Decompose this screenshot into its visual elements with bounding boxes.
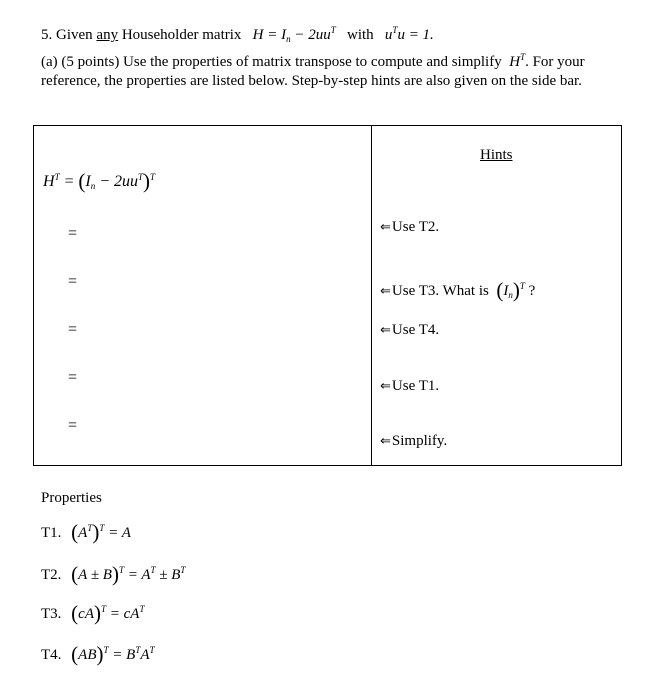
equals-sign-3: = xyxy=(68,321,78,338)
table-divider xyxy=(371,126,372,465)
question-with: with xyxy=(347,27,374,43)
part-a-text-2: . For your reference, the properties are listed below. Step-by-step hints are also given on the side bar. xyxy=(41,54,585,89)
equals-sign-5: = xyxy=(68,417,78,434)
property-t4: T4. $(AB)^T = B^TA^T$ xyxy=(41,642,155,666)
identity-transpose: $(I_n)^T$ xyxy=(496,278,525,302)
hint-1: ⇐Use T2. xyxy=(380,219,440,235)
question-any: any xyxy=(96,27,119,43)
part-a-instructions xyxy=(41,53,611,91)
left-arrow-icon: ⇐ xyxy=(380,379,391,394)
left-arrow-icon: ⇐ xyxy=(380,220,391,235)
question-householder: Householder matrix xyxy=(121,27,242,43)
question-number: 5. xyxy=(41,27,53,43)
unit-vector-condition: $u^Tu = 1$. xyxy=(384,25,434,43)
hint-3: ⇐Use T4. xyxy=(380,322,440,338)
householder-definition: $H = I_n - 2uu^T$ xyxy=(252,25,336,44)
equals-sign-1: = xyxy=(68,225,78,242)
hint-2: ⇐Use T3. What is $(I_n)^T$ ? xyxy=(380,278,536,302)
question-line xyxy=(41,27,434,44)
left-arrow-icon: ⇐ xyxy=(380,284,391,299)
work-table xyxy=(33,125,622,466)
question-given: Given xyxy=(56,27,93,43)
hint-5: ⇐Simplify. xyxy=(380,433,448,449)
part-a-text-1: (a) (5 points) Use the properties of matrix transpose to compute and simplify xyxy=(41,54,502,70)
properties-title: Properties xyxy=(41,490,102,506)
property-t1: T1. $(A^T)^T = A$ xyxy=(41,520,131,544)
h-transpose: $H^T$ xyxy=(509,52,526,70)
property-t2: T2. $(A \pm B)^T = A^T \pm B^T$ xyxy=(41,562,186,586)
hints-header: Hints xyxy=(480,147,513,163)
equals-sign-2: = xyxy=(68,273,78,290)
hint-4: ⇐Use T1. xyxy=(380,378,440,394)
left-arrow-icon: ⇐ xyxy=(380,323,391,338)
property-t3: T3. $(cA)^T = cA^T$ xyxy=(41,601,145,625)
left-arrow-icon: ⇐ xyxy=(380,434,391,449)
equals-sign-4: = xyxy=(68,369,78,386)
start-expression: $H^T = (I_n - 2uu^T)^T$ xyxy=(43,169,156,193)
